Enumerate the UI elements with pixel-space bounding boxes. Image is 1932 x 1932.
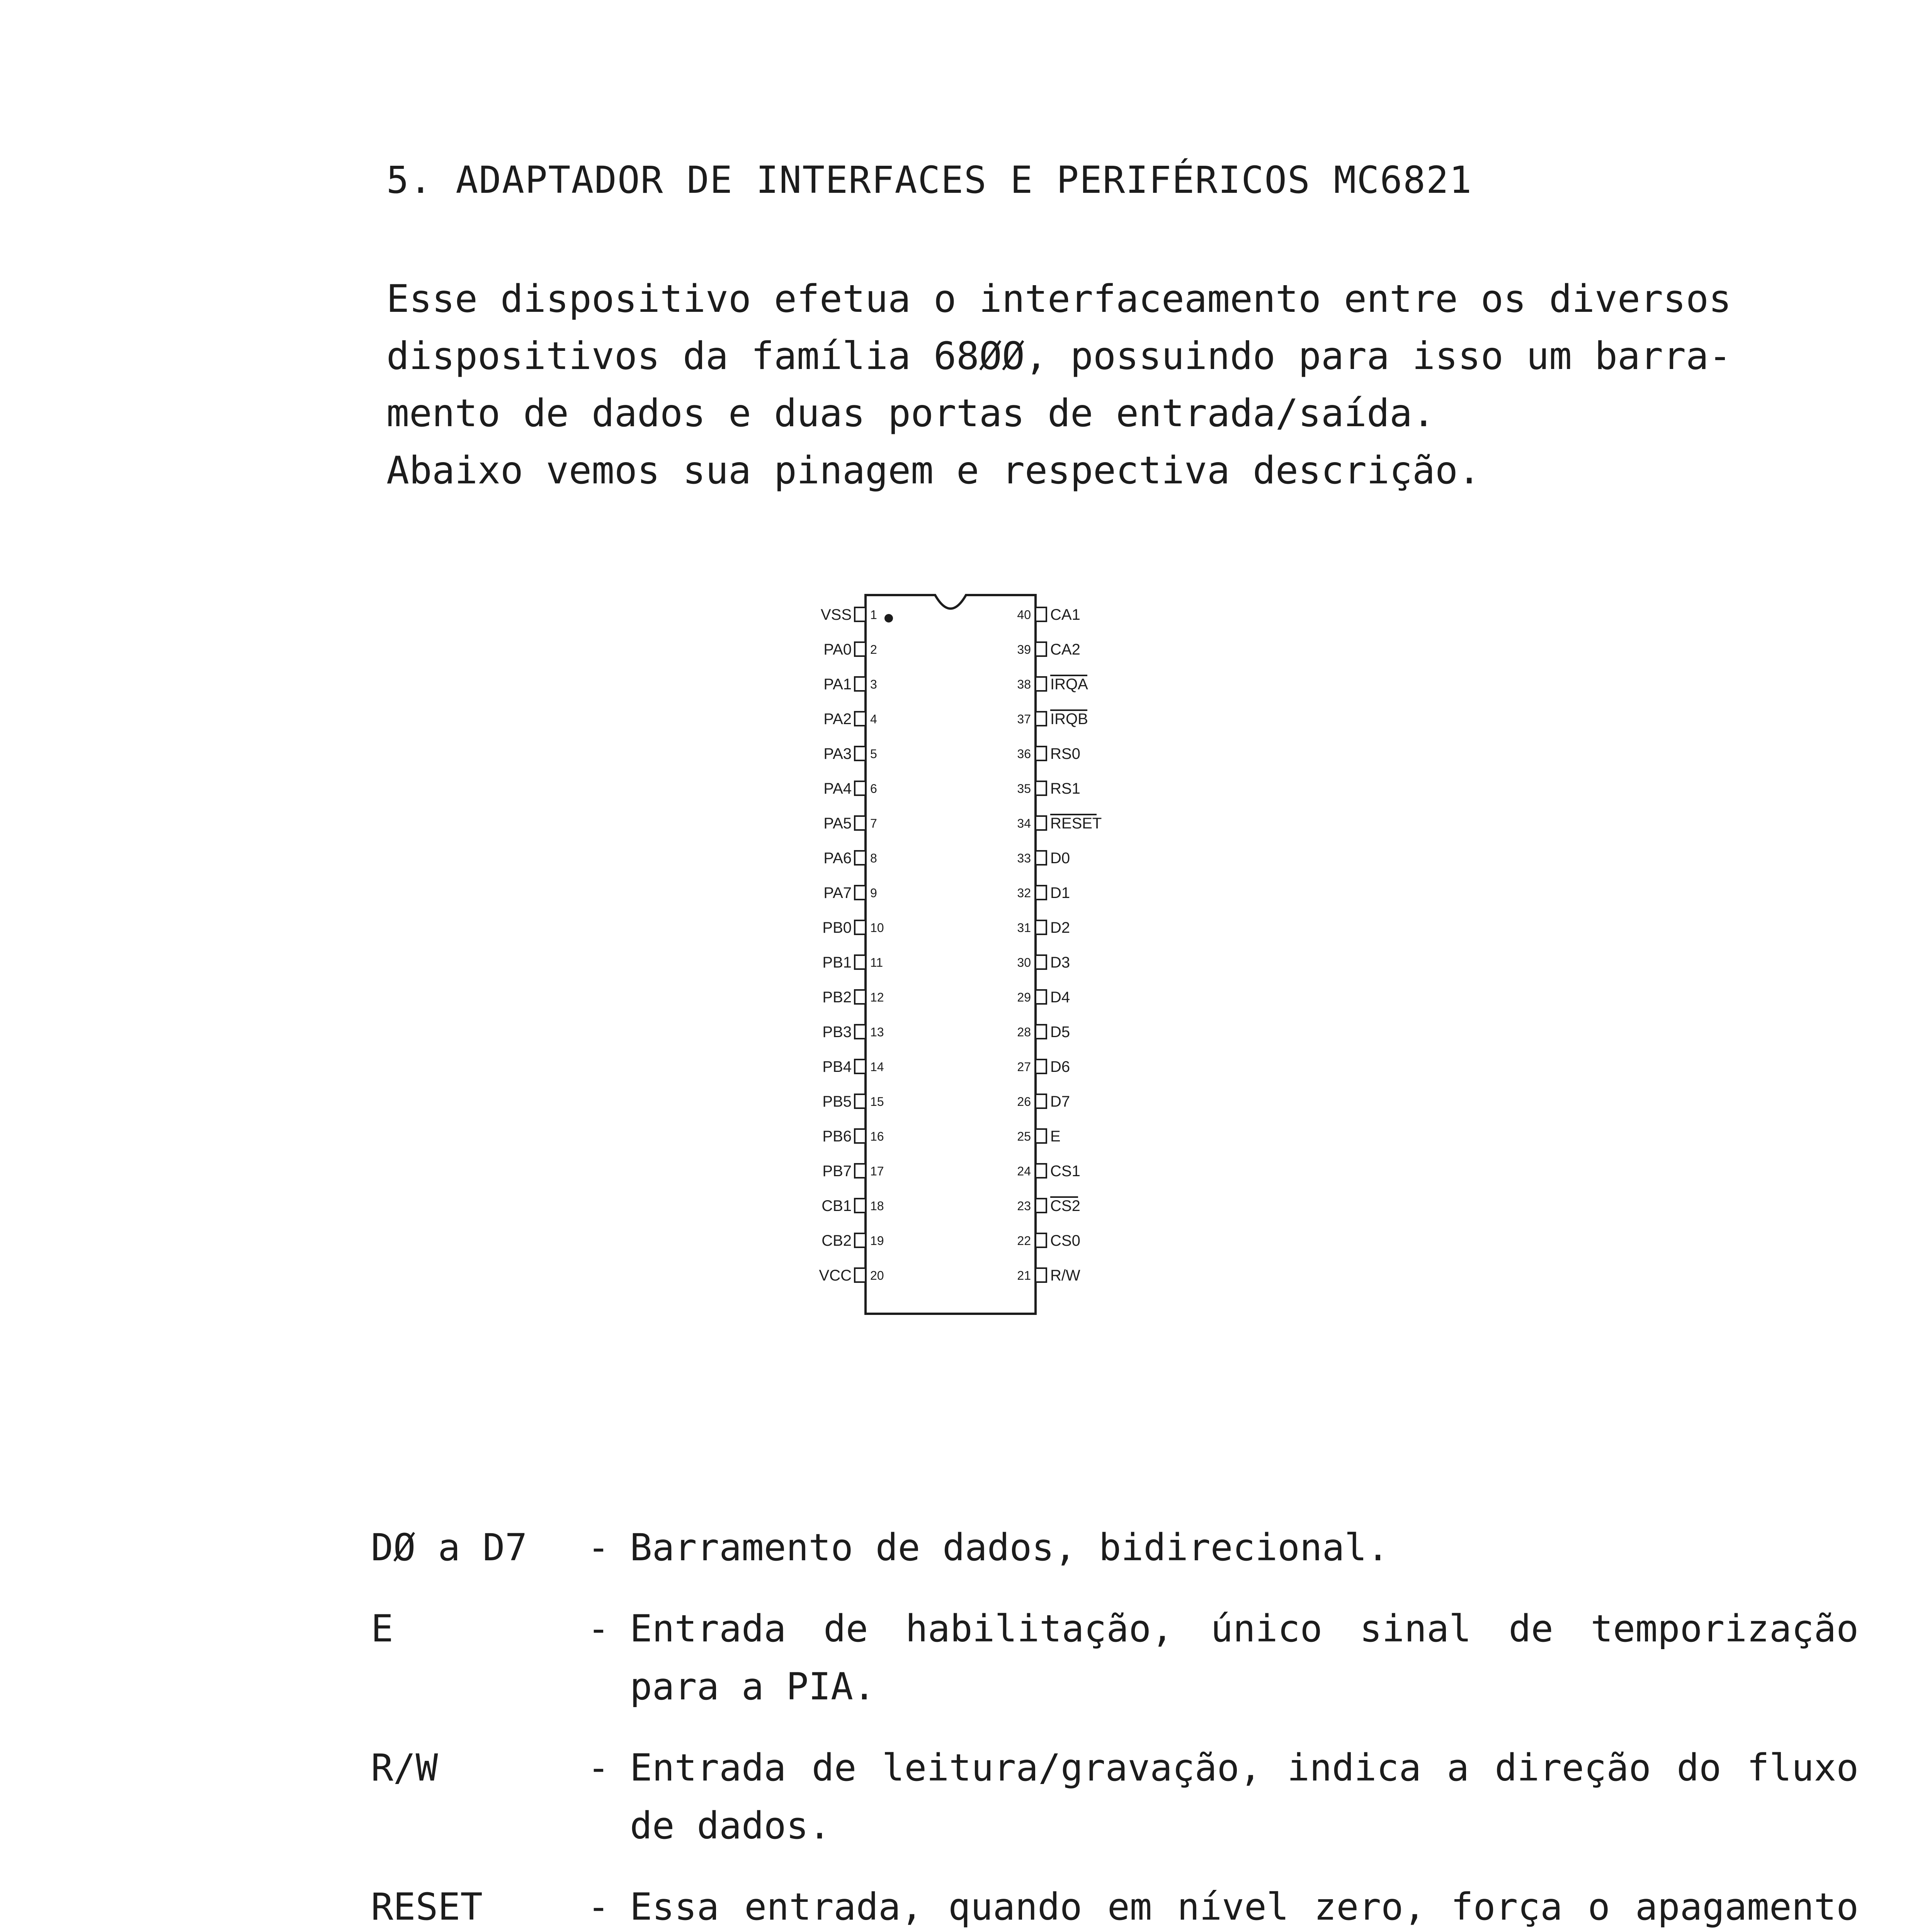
pin-stub (855, 816, 866, 830)
pin-number: 31 (1017, 921, 1031, 935)
pin-number: 12 (870, 990, 884, 1004)
pin-stub (855, 886, 866, 900)
pin-stub (1036, 712, 1046, 726)
pin-stub (1036, 642, 1046, 656)
pin-stub (1036, 990, 1046, 1004)
pin-label: R/W (1050, 1267, 1080, 1284)
pin-label: E (1050, 1128, 1061, 1145)
pin-stub (1036, 1025, 1046, 1039)
pin-number: 33 (1017, 851, 1031, 865)
pin-stub (855, 920, 866, 934)
pin-stub (1036, 1164, 1046, 1178)
pin-number: 20 (870, 1269, 884, 1282)
pin-number: 29 (1017, 990, 1031, 1004)
pin-label: PA5 (823, 815, 852, 832)
pin-stub (1036, 1094, 1046, 1108)
pin-label: D5 (1050, 1024, 1070, 1041)
pin-label: VCC (819, 1267, 852, 1284)
pin-label: PB0 (822, 919, 852, 936)
pin-stub (855, 1164, 866, 1178)
pin-stub (1036, 920, 1046, 934)
pin-label: PA7 (823, 884, 852, 901)
pin-stub (855, 990, 866, 1004)
pin-label: PB7 (822, 1163, 852, 1180)
pin-stub (855, 1094, 866, 1108)
pin-stub (1036, 747, 1046, 760)
pin-number: 9 (870, 886, 877, 900)
intro-line: Abaixo vemos sua pinagem e respectiva descrição. (386, 449, 1481, 493)
section-title: 5. ADAPTADOR DE INTERFACES E PERIFÉRICOS MC6821 (386, 158, 1473, 202)
pin-stub (855, 607, 866, 621)
pin-stub (1036, 781, 1046, 795)
pin-label: RS1 (1050, 780, 1080, 797)
pin-number: 13 (870, 1025, 884, 1039)
pin-number: 8 (870, 851, 877, 865)
pin-number: 17 (870, 1164, 884, 1178)
definition-text: Barramento de dados, bidirecional. (630, 1526, 1389, 1569)
pin-stub (1036, 677, 1046, 691)
intro-line: dispositivos da família 68ØØ, possuindo para isso um barra- (386, 334, 1732, 378)
definition-term: RESET (371, 1885, 483, 1929)
pin-label: IRQA (1050, 676, 1088, 693)
definition-dash: - (587, 1885, 610, 1929)
pin-stub (855, 1233, 866, 1247)
pin-number: 19 (870, 1234, 884, 1248)
pin-number: 28 (1017, 1025, 1031, 1039)
pin-number: 15 (870, 1095, 884, 1109)
pin-number: 38 (1017, 677, 1031, 691)
pin-number: 14 (870, 1060, 884, 1074)
pin-label: RS0 (1050, 745, 1080, 762)
pin-number: 32 (1017, 886, 1031, 900)
definition-item (371, 1519, 1859, 1577)
pin-number: 37 (1017, 712, 1031, 726)
pin-label: RESET (1050, 815, 1102, 832)
pin-stub (1036, 607, 1046, 621)
chip-body (866, 595, 1036, 1314)
pin-label: PB5 (822, 1093, 852, 1110)
pin-stub (1036, 1129, 1046, 1143)
pin-number: 21 (1017, 1269, 1031, 1282)
pin-number: 35 (1017, 782, 1031, 796)
pin-number: 34 (1017, 816, 1031, 830)
pin-label: D2 (1050, 919, 1070, 936)
pin-label: PA0 (823, 641, 852, 658)
left-pin-group (819, 606, 884, 1284)
pin-label: PA3 (823, 745, 852, 762)
pin-label: D7 (1050, 1093, 1070, 1110)
pin-stub (855, 642, 866, 656)
pin-number: 7 (870, 816, 877, 830)
pin-label: CB2 (821, 1232, 852, 1249)
definition-text: Entrada de leitura/gravação, indica a direção do fluxo de dados. (630, 1746, 1859, 1847)
pin-label: PA6 (823, 850, 852, 867)
pin-label: CS1 (1050, 1163, 1080, 1180)
pin-number: 26 (1017, 1095, 1031, 1109)
pin-stub (855, 955, 866, 969)
pin-stub (1036, 816, 1046, 830)
intro-line: mento de dados e duas portas de entrada/saída. (386, 391, 1435, 435)
pin-label: CA1 (1050, 606, 1080, 623)
pin-number: 36 (1017, 747, 1031, 761)
pin-label: PA1 (823, 676, 852, 693)
pin1-marker (884, 614, 893, 622)
pin-number: 1 (870, 608, 877, 622)
definition-text: Entrada de habilitação, único sinal de temporização para a PIA. (630, 1607, 1859, 1708)
pin-number: 27 (1017, 1060, 1031, 1074)
pin-stub (855, 1129, 866, 1143)
pin-label: D0 (1050, 850, 1070, 867)
pin-stub (855, 781, 866, 795)
pin-stub (1036, 1233, 1046, 1247)
pin-number: 23 (1017, 1199, 1031, 1213)
definition-term: E (371, 1607, 393, 1650)
pin-stub (1036, 1060, 1046, 1073)
pin-label: IRQB (1050, 711, 1088, 728)
pin-stub (855, 677, 866, 691)
pin-description-list (371, 1519, 1859, 1932)
pin-label: D1 (1050, 884, 1070, 901)
pin-label: PB4 (822, 1058, 852, 1075)
intro-line: Esse dispositivo efetua o interfaceamento entre os diversos (386, 277, 1732, 321)
pin-label: PB6 (822, 1128, 852, 1145)
definition-text: Essa entrada, quando em nível zero, força o apagamento (630, 1885, 1859, 1929)
chip-pinout-svg (696, 572, 1159, 1345)
pin-label: D3 (1050, 954, 1070, 971)
pin-label: PB1 (822, 954, 852, 971)
pin-stub (1036, 1199, 1046, 1213)
pin-number: 3 (870, 677, 877, 691)
pin-number: 39 (1017, 643, 1031, 656)
pin-label: VSS (820, 606, 852, 623)
pin-label: PB3 (822, 1024, 852, 1041)
definition-dash: - (587, 1526, 610, 1569)
pin-number: 25 (1017, 1129, 1031, 1143)
pin-label: PB2 (822, 989, 852, 1006)
pin-number: 24 (1017, 1164, 1031, 1178)
pin-label: D6 (1050, 1058, 1070, 1075)
pin-label: CB1 (821, 1197, 852, 1214)
pin-number: 4 (870, 712, 877, 726)
pin-label: D4 (1050, 989, 1070, 1006)
pin-number: 22 (1017, 1234, 1031, 1248)
pin-number: 2 (870, 643, 877, 656)
pin-stub (1036, 1268, 1046, 1282)
pin-stub (1036, 851, 1046, 865)
chip-pinout-diagram (696, 572, 1159, 1345)
intro-paragraph (386, 270, 1816, 499)
pin-number: 10 (870, 921, 884, 935)
pin-number: 6 (870, 782, 877, 796)
pin-stub (1036, 955, 1046, 969)
pin-stub (855, 851, 866, 865)
pin-label: PA2 (823, 711, 852, 728)
pin-label: CS2 (1050, 1197, 1080, 1214)
pin-number: 16 (870, 1129, 884, 1143)
definition-dash: - (587, 1607, 610, 1650)
pin-stub (1036, 886, 1046, 900)
definition-item (371, 1739, 1859, 1855)
pin-stub (855, 747, 866, 760)
definition-item (371, 1878, 1859, 1932)
pin-stub (855, 1025, 866, 1039)
pin-stub (855, 712, 866, 726)
pin-label: CS0 (1050, 1232, 1080, 1249)
pin-stub (855, 1268, 866, 1282)
pin-label: PA4 (823, 780, 852, 797)
definition-term: DØ a D7 (371, 1526, 527, 1569)
pin-stub (855, 1199, 866, 1213)
pin-stub (855, 1060, 866, 1073)
pin-number: 18 (870, 1199, 884, 1213)
pin-number: 5 (870, 747, 877, 761)
definition-term: R/W (371, 1746, 438, 1789)
right-pin-group (1017, 606, 1102, 1284)
pin-label: CA2 (1050, 641, 1080, 658)
pin-number: 30 (1017, 956, 1031, 969)
definition-item (371, 1600, 1859, 1716)
pin-number: 11 (870, 956, 883, 969)
definition-dash: - (587, 1746, 610, 1789)
pin-number: 40 (1017, 608, 1031, 622)
